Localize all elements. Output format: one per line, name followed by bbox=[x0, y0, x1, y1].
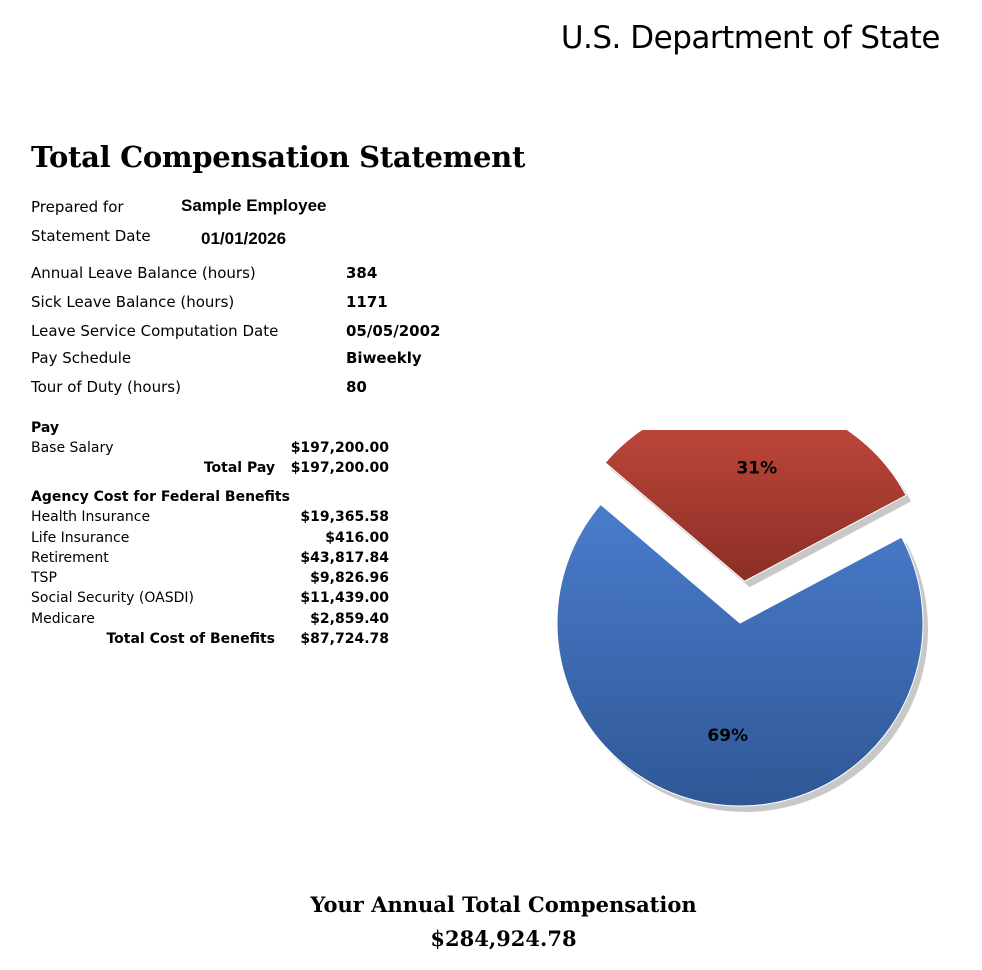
health-insurance-amount: $19,365.58 bbox=[300, 509, 389, 525]
prepared-for-label: Prepared for bbox=[31, 198, 124, 216]
statement-date-label: Statement Date bbox=[31, 227, 151, 245]
total-benefits-label: Total Cost of Benefits bbox=[106, 631, 275, 647]
annual-leave-label: Annual Leave Balance (hours) bbox=[31, 264, 256, 282]
retirement-amount: $43,817.84 bbox=[300, 550, 389, 566]
total-pay-amount: $197,200.00 bbox=[290, 460, 389, 476]
total-benefits-amount: $87,724.78 bbox=[300, 631, 389, 647]
tour-of-duty-label: Tour of Duty (hours) bbox=[31, 378, 181, 396]
statement-date-value: 01/01/2026 bbox=[201, 229, 287, 248]
base-salary-amount: $197,200.00 bbox=[290, 440, 389, 456]
medicare-amount: $2,859.40 bbox=[310, 611, 389, 627]
sick-leave-label: Sick Leave Balance (hours) bbox=[31, 293, 235, 311]
base-salary-label: Base Salary bbox=[31, 440, 114, 456]
medicare-label: Medicare bbox=[31, 611, 95, 627]
social-security-amount: $11,439.00 bbox=[300, 590, 389, 606]
statement-title: Total Compensation Statement bbox=[31, 140, 526, 174]
tsp-amount: $9,826.96 bbox=[310, 570, 389, 586]
sick-leave-value: 1171 bbox=[346, 293, 388, 311]
pie-slice-label-1: 69% bbox=[707, 725, 749, 746]
pay-schedule-value: Biweekly bbox=[346, 349, 422, 367]
benefits-heading: Agency Cost for Federal Benefits bbox=[31, 489, 290, 505]
total-compensation-title: Your Annual Total Compensation bbox=[310, 892, 697, 917]
total-pay-label: Total Pay bbox=[203, 460, 275, 476]
annual-leave-value: 384 bbox=[346, 264, 378, 282]
tour-of-duty-value: 80 bbox=[346, 378, 367, 396]
tsp-label: TSP bbox=[31, 570, 57, 586]
pay-schedule-label: Pay Schedule bbox=[31, 349, 132, 367]
life-insurance-label: Life Insurance bbox=[31, 530, 130, 546]
retirement-label: Retirement bbox=[31, 550, 109, 566]
life-insurance-amount: $416.00 bbox=[325, 530, 389, 546]
prepared-for-value: Sample Employee bbox=[181, 196, 327, 215]
leave-scd-value: 05/05/2002 bbox=[346, 322, 441, 340]
leave-scd-label: Leave Service Computation Date bbox=[31, 322, 279, 340]
compensation-pie-chart bbox=[540, 430, 970, 820]
social-security-label: Social Security (OASDI) bbox=[31, 590, 194, 606]
total-compensation-amount: $284,924.78 bbox=[430, 926, 577, 951]
pay-heading: Pay bbox=[31, 420, 60, 436]
pie-slice-label-2: 31% bbox=[736, 458, 778, 479]
health-insurance-label: Health Insurance bbox=[31, 509, 151, 525]
agency-name: U.S. Department of State bbox=[560, 20, 940, 56]
